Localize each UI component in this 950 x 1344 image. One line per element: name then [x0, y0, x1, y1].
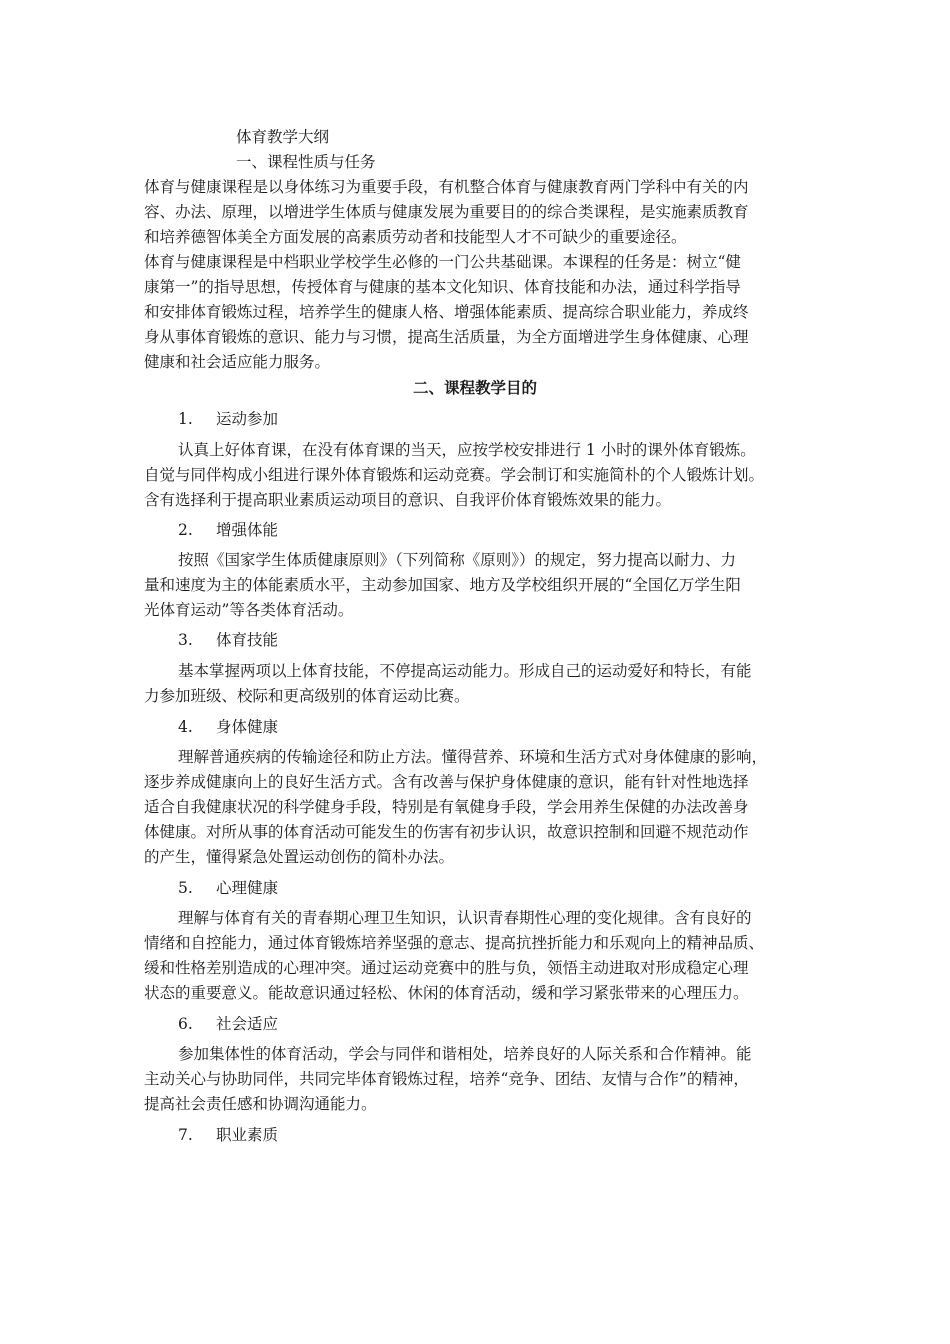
item-number: 6. [178, 1015, 193, 1033]
section1-para2-line: 康第一”的指导思想，传授体育与健康的基本文化知识、体育技能和办法，通过科学指导 [144, 278, 741, 296]
item-3-line: 基本掌握两项以上体育技能，不停提高运动能力。形成自己的运动爱好和特长，有能 [178, 662, 752, 680]
section1-para2-line: 体育与健康课程是中档职业学校学生必修的一门公共基础课。本课程的任务是：树立“健 [144, 253, 741, 271]
item-heading-6 [178, 1013, 278, 1035]
section1-para2-line: 健康和社会适应能力服务。 [144, 353, 331, 371]
item-1-line: 自觉与同伴构成小组进行课外体育锻炼和运动竞赛。学会制订和实施简朴的个人锻炼计划。 [144, 466, 765, 484]
item-4-line: 理解普通疾病的传输途径和防止方法。懂得营养、环境和生活方式对身体健康的影响， [178, 748, 768, 766]
item-5-line: 缓和性格差别造成的心理冲突。通过运动竞赛中的胜与负，领悟主动进取对形成稳定心理 [144, 959, 749, 977]
item-heading-4 [178, 716, 278, 738]
item-4-line: 适合自我健康状况的科学健身手段，特别是有氧健身手段，学会用养生保健的办法改善身 [144, 798, 749, 816]
item-5-line: 情绪和自控能力，通过体育锻炼培养坚强的意志、提高抗挫折能力和乐观向上的精神品质、 [144, 934, 765, 952]
item-heading-5 [178, 877, 278, 899]
item-heading-7 [178, 1124, 278, 1146]
section1-para1-line: 和培养德智体美全方面发展的高素质劳动者和技能型人才不可缺少的重要途径。 [144, 228, 687, 246]
item-title: 职业素质 [216, 1126, 279, 1144]
item-3-line: 力参加班级、校际和更高级别的体育运动比赛。 [144, 687, 470, 705]
item-2-line: 光体育运动”等各类体育活动。 [144, 601, 354, 619]
item-title: 心理健康 [216, 879, 279, 897]
item-number: 1. [178, 410, 193, 428]
section2-heading: 二、课程教学目的 [412, 378, 537, 397]
item-4-line: 的产生，懂得紧急处置运动创伤的简朴办法。 [144, 848, 455, 866]
item-heading-3 [178, 629, 278, 651]
item-4-line: 逐步养成健康向上的良好生活方式。含有改善与保护身体健康的意识，能有针对性地选择 [144, 773, 749, 791]
item-number: 4. [178, 718, 193, 736]
item-heading-1 [178, 408, 278, 430]
section1-heading: 一、课程性质与任务 [236, 153, 376, 171]
item-6-line: 参加集体性的体育活动，学会与同伴和谐相处，培养良好的人际关系和合作精神。能 [178, 1045, 752, 1063]
item-title: 运动参加 [216, 410, 279, 428]
document-title: 体育教学大纲 [236, 128, 330, 146]
item-1-line: 含有选择利于提高职业素质运动项目的意识、自我评价体育锻炼效果的能力。 [144, 491, 672, 509]
item-6-line: 提高社会责任感和协调沟通能力。 [144, 1095, 377, 1113]
item-2-line: 按照《国家学生体质健康原则》（下列简称《原则》）的规定，努力提高以耐力、力 [178, 551, 737, 569]
item-title: 增强体能 [216, 521, 279, 539]
item-6-line: 主动关心与协助同伴，共同完毕体育锻炼过程，培养“竞争、团结、友情与合作”的精神， [144, 1070, 749, 1088]
section1-para1-line: 容、办法、原理，以增进学生体质与健康发展为重要目的的综合类课程，是实施素质教育 [144, 203, 749, 221]
section1-para1-line: 体育与健康课程是以身体练习为重要手段，有机整合体育与健康教育两门学科中有关的内 [144, 178, 749, 196]
item-1-line: 认真上好体育课，在没有体育课的当天，应按学校安排进行 1 小时的课外体育锻炼。 [178, 441, 756, 459]
item-title: 身体健康 [216, 718, 279, 736]
item-heading-2 [178, 519, 278, 541]
item-5-line: 理解与体育有关的青春期心理卫生知识，认识青春期性心理的变化规律。含有良好的 [178, 909, 752, 927]
item-5-line: 状态的重要意义。能故意识通过轻松、休闲的体育活动，缓和学习紧张带来的心理压力。 [144, 984, 749, 1002]
item-number: 3. [178, 631, 193, 649]
item-2-line: 量和速度为主的体能素质水平，主动参加国家、地方及学校组织开展的“全国亿万学生阳 [144, 576, 741, 594]
section1-para2-line: 和安排体育锻炼过程，培养学生的健康人格、增强体能素质、提高综合职业能力，养成终 [144, 303, 749, 321]
item-number: 7. [178, 1126, 193, 1144]
item-number: 2. [178, 521, 193, 539]
item-4-line: 体健康。对所从事的体育活动可能发生的伤害有初步认识，故意识控制和回避不规范动作 [144, 823, 749, 841]
item-title: 体育技能 [216, 631, 279, 649]
item-number: 5. [178, 879, 193, 897]
item-title: 社会适应 [216, 1015, 279, 1033]
section1-para2-line: 身从事体育锻炼的意识、能力与习惯，提高生活质量，为全方面增进学生身体健康、心理 [144, 328, 749, 346]
